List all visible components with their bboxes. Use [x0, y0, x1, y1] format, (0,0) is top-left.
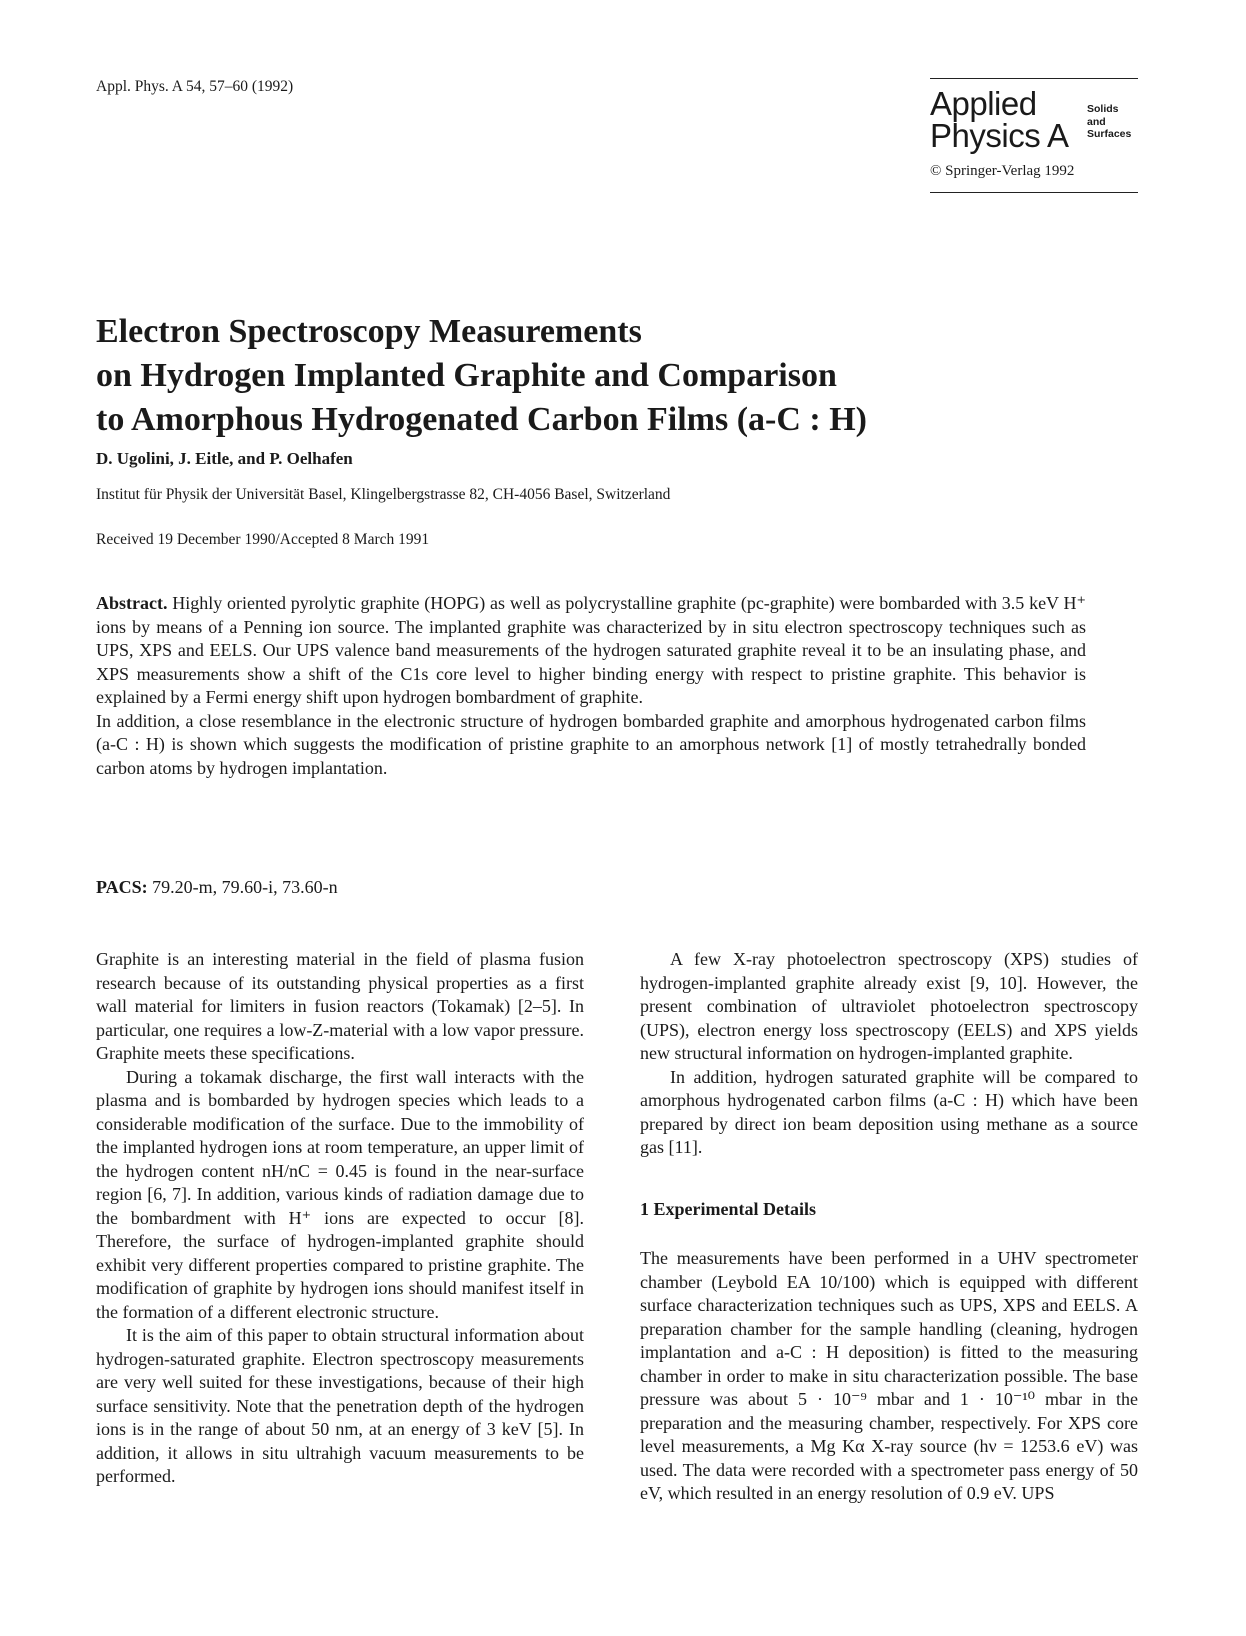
abstract-label: Abstract. [96, 593, 168, 613]
body-paragraph: A few X-ray photoelectron spectroscopy (XPS) studies of hydrogen-implanted graphite already exist [9, 10]. However, the present combination of ultraviolet photoelectron spectroscopy (UPS), electron energy loss spectroscopy (EELS) and XPS yields new structural information on hydrogen-implanted graphite. [640, 949, 1138, 1063]
brand-top-rule [930, 78, 1138, 79]
logo-sub-and: and [1087, 116, 1106, 128]
section-heading: 1 Experimental Details [640, 1198, 816, 1219]
journal-brand-block [930, 78, 1138, 193]
logo-line-applied: Applied [930, 85, 1037, 122]
title-line: on Hydrogen Implanted Graphite and Comparison [96, 357, 837, 394]
abstract-paragraph: In addition, a close resemblance in the electronic structure of hydrogen bombarded graphite and amorphous hydrogenated carbon films (a-C : H) is shown which suggests the modification of pristine graphite to an amorphous network [1] of mostly tetrahedrally bonded carbon atoms by hydrogen implantation. [96, 710, 1086, 778]
journal-logo [930, 87, 1138, 159]
received-dates: Received 19 December 1990/Accepted 8 March 1991 [96, 531, 430, 548]
body-paragraph: It is the aim of this paper to obtain structural information about hydrogen-saturated graphite. Electron spectroscopy measurements are very well suited for these investigations, because of their high surface sensitivity. Note that the penetration depth of the hydrogen ions is in the range of about 50 nm, at an energy of 3 keV [5]. In addition, it allows in situ ultrahigh vacuum measurements to be performed. [96, 1325, 584, 1486]
body-paragraph: During a tokamak discharge, the first wall interacts with the plasma and is bombarded by hydrogen species which leads to a considerable modification of the surface. Due to the immobility of the implanted hydrogen ions at room temperature, an upper limit of the hydrogen content nH/nC = 0.45 is found in the near-surface region [6, 7]. In addition, various kinds of radiation damage due to the bombardment with H⁺ ions are expected to occur [8]. Therefore, the surface of hydrogen-implanted graphite should exhibit very different properties compared to pristine graphite. The modification of graphite by hydrogen ions should manifest itself in the formation of a different electronic structure. [96, 1066, 584, 1322]
body-column-right [640, 948, 1138, 1506]
pacs-label: PACS: [96, 877, 148, 897]
pacs-values: 79.20-m, 79.60-i, 73.60-n [152, 877, 338, 897]
pacs-codes [96, 877, 338, 898]
logo-sub-solids: Solids [1087, 103, 1119, 115]
article-title [96, 310, 1096, 442]
abstract-paragraph [96, 592, 1086, 710]
copyright-notice: © Springer-Verlag 1992 [930, 163, 1075, 179]
title-line: Electron Spectroscopy Measurements [96, 313, 642, 350]
abstract-text: Highly oriented pyrolytic graphite (HOPG) as well as polycrystalline graphite (pc-graphite) were bombarded with 3.5 keV H⁺ ions by means of a Penning ion source. The implanted graphite was characterized by in situ electron spectroscopy techniques such as UPS, XPS and EELS. Our UPS valence band measurements of the hydrogen saturated graphite reveal it to be an insulating phase, and XPS measurements show a shift of the C1s core level to higher binding energy with respect to pristine graphite. This behavior is explained by a Fermi energy shift upon hydrogen bombardment of graphite. [96, 593, 1087, 707]
title-line: to Amorphous Hydrogenated Carbon Films (a-C : H) [96, 401, 867, 438]
body-paragraph: The measurements have been performed in a UHV spectrometer chamber (Leybold EA 10/100) which is equipped with different surface characterization techniques such as UPS, XPS and EELS. A preparation chamber for the sample handling (cleaning, hydrogen implantation and a-C : H deposition) is fitted to the measuring chamber in order to make in situ characterization possible. The base pressure was about 5 · 10⁻⁹ mbar and 1 · 10⁻¹⁰ mbar in the preparation and the measuring chamber, respectively. For XPS core level measurements, a Mg Kα X-ray source (hν = 1253.6 eV) was used. The data were recorded with a spectrometer pass energy of 50 eV, which resulted in an energy resolution of 0.9 eV. UPS [640, 1248, 1138, 1503]
abstract [96, 592, 1086, 780]
body-paragraph: In addition, hydrogen saturated graphite will be compared to amorphous hydrogenated carbon films (a-C : H) which have been prepared by direct ion beam deposition using methane as a source gas [11]. [640, 1066, 1138, 1157]
body-column-left [96, 948, 584, 1489]
author-list: D. Ugolini, J. Eitle, and P. Oelhafen [96, 449, 353, 468]
logo-sub-surfaces: Surfaces [1087, 128, 1132, 140]
brand-bottom-rule [930, 192, 1138, 193]
journal-reference: Appl. Phys. A 54, 57–60 (1992) [96, 78, 294, 95]
body-paragraph: Graphite is an interesting material in the field of plasma fusion research because of its outstanding physical properties as a first wall material for limiters in fusion reactors (Tokamak) [2–5]. In particular, one requires a low-Z-material with a low vapor pressure. Graphite meets these specifications. [96, 949, 584, 1063]
logo-line-physics-a: Physics A [930, 117, 1069, 154]
author-affiliation: Institut für Physik der Universität Basel, Klingelbergstrasse 82, CH-4056 Basel, Switzerland [96, 486, 671, 503]
